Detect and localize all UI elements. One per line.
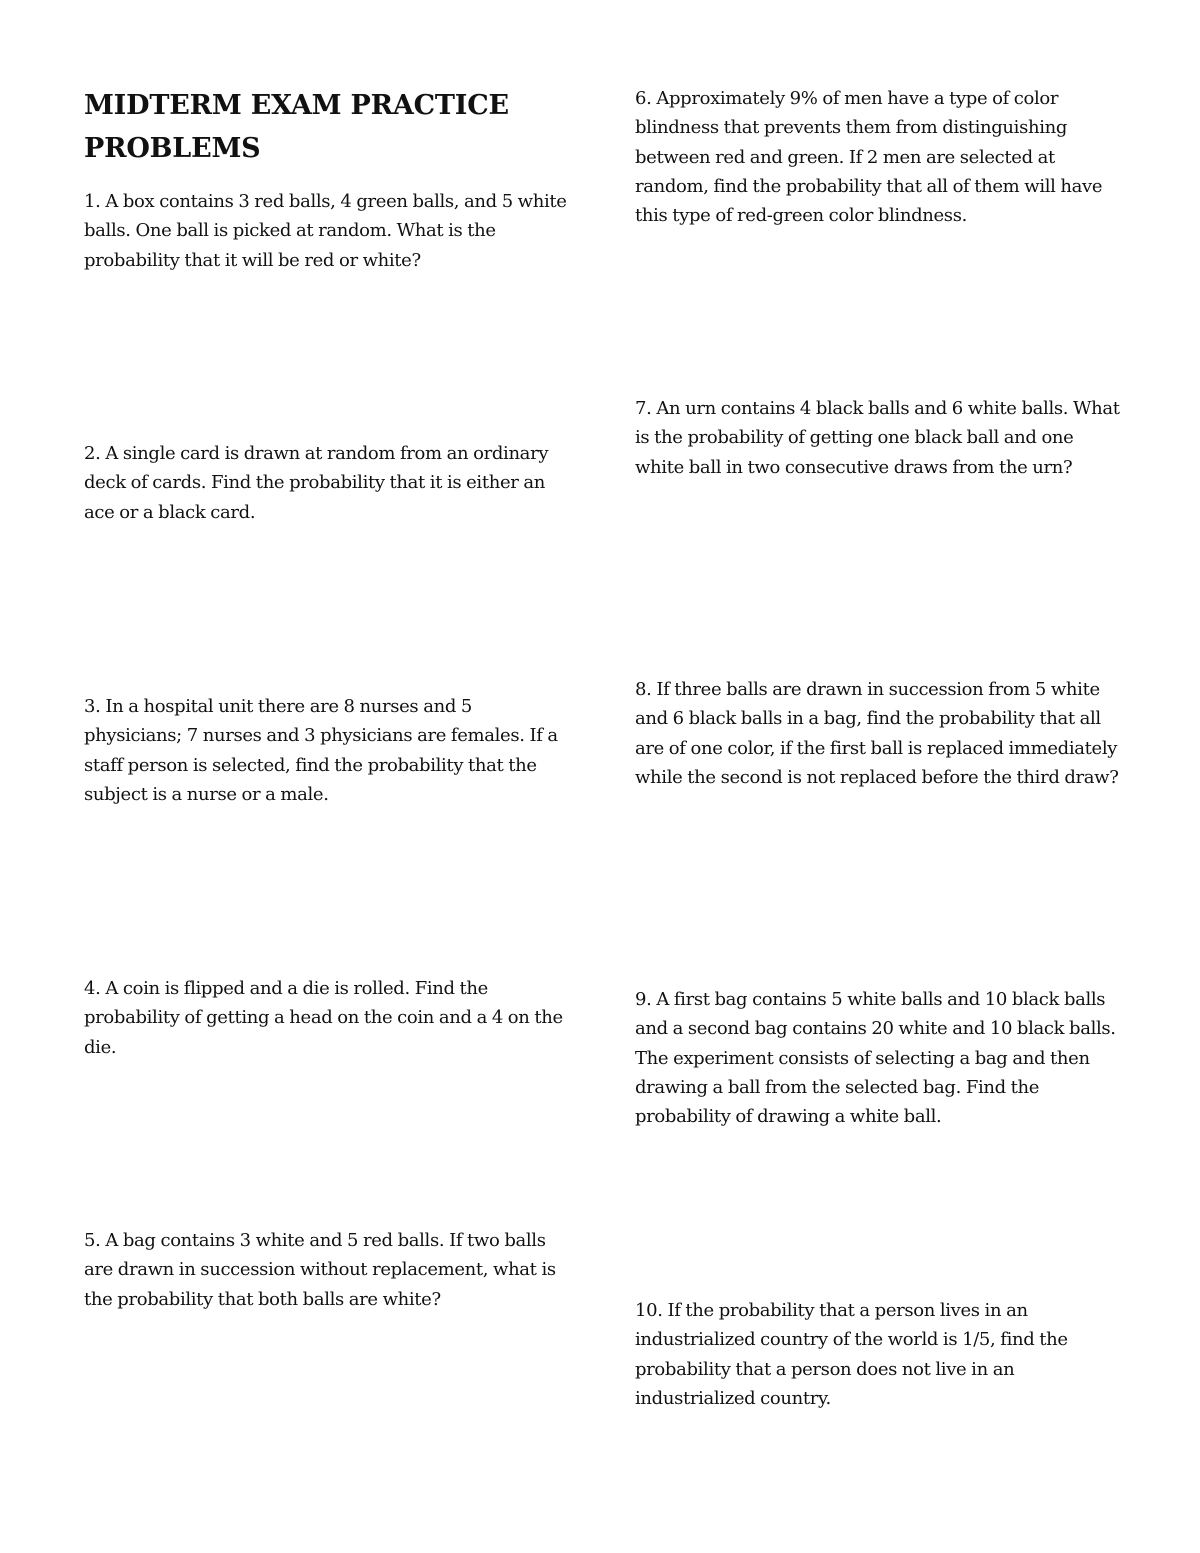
problem-7: 7. An urn contains 4 black balls and 6 white balls. What is the probability of getting one black ball and one white ball in two consecutive draws from the urn? bbox=[635, 398, 1120, 478]
problem-2: 2. A single card is drawn at random from an ordinary deck of cards. Find the probability that it is either an ace or a black card. bbox=[84, 443, 549, 523]
problem-6: 6. Approximately 9% of men have a type of color blindness that prevents them from distinguishing between red and green. If 2 men are selected at random, find the probability that all of them will have this type of red-green color blindness. bbox=[635, 88, 1103, 227]
problem-1: 1. A box contains 3 red balls, 4 green balls, and 5 white balls. One ball is picked at random. What is the probability that it will be red or white? bbox=[84, 191, 567, 271]
problem-8: 8. If three balls are drawn in succession from 5 white and 6 black balls in a bag, find the probability that all are of one color, if the first ball is replaced immediately while the second is not replaced before the third draw? bbox=[635, 679, 1119, 788]
problem-4: 4. A coin is flipped and a die is rolled. Find the probability of getting a head on the coin and a 4 on the die. bbox=[84, 978, 563, 1058]
problem-9: 9. A first bag contains 5 white balls and 10 black balls and a second bag contains 20 white and 10 black balls. The experiment consists of selecting a bag and then drawing a ball from the selected bag. Find the probability of drawing a white ball. bbox=[635, 989, 1116, 1128]
problem-3: 3. In a hospital unit there are 8 nurses and 5 physicians; 7 nurses and 3 physicians are females. If a staff person is selected, find the probability that the subject is a nurse or a male. bbox=[84, 696, 558, 805]
page-title: MIDTERM EXAM PRACTICE PROBLEMS bbox=[84, 90, 509, 164]
problem-5: 5. A bag contains 3 white and 5 red balls. If two balls are drawn in succession without replacement, what is the probability that both balls are white? bbox=[84, 1230, 556, 1310]
problem-10: 10. If the probability that a person lives in an industrialized country of the world is 1/5, find the probability that a person does not live in an industrialized country. bbox=[635, 1300, 1068, 1409]
